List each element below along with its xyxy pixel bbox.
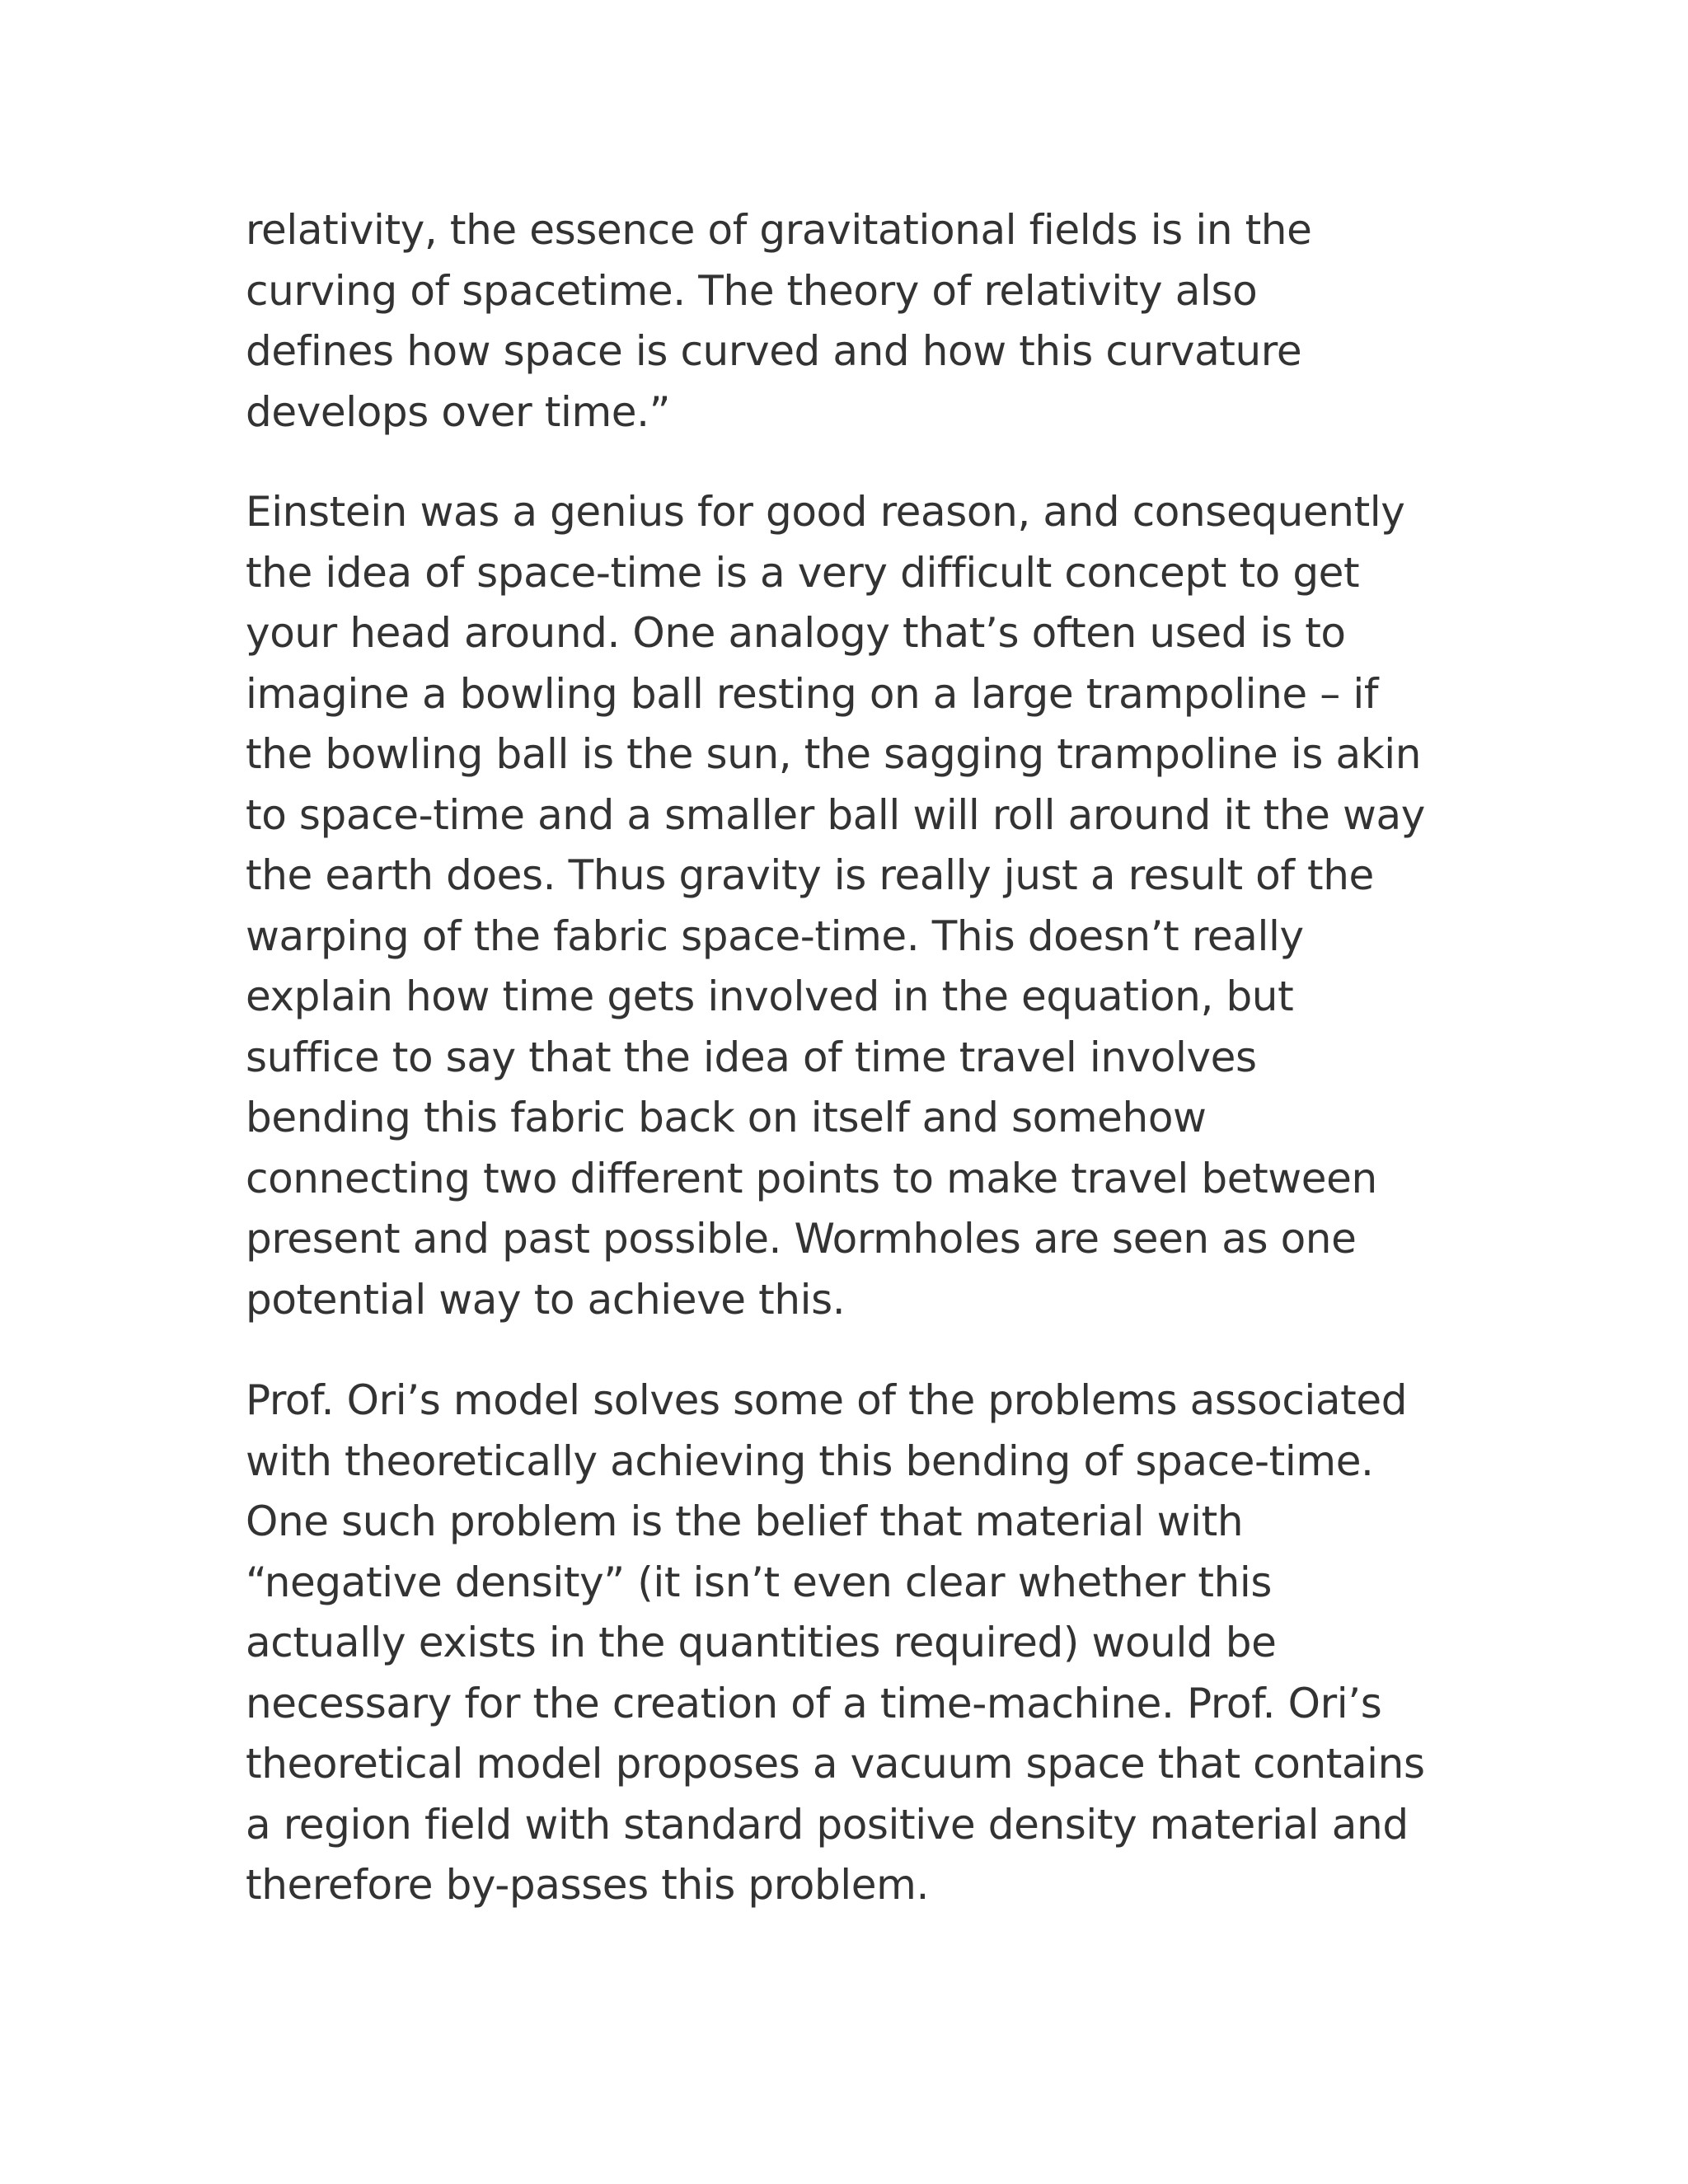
text-line: potential way to achieve this. [246,1275,846,1324]
text-line: a region field with standard positive density material and [246,1800,1409,1849]
paragraph-space-time-analogy [246,482,1441,1330]
text-line: imagine a bowling ball resting on a large trampoline – if [246,669,1379,718]
text-line: necessary for the creation of a time-machine. Prof. Ori’s [246,1679,1382,1727]
text-line: suffice to say that the idea of time travel involves [246,1033,1257,1081]
text-line: Einstein was a genius for good reason, and consequently [246,488,1405,536]
text-line: the bowling ball is the sun, the sagging trampoline is akin [246,730,1422,778]
text-line: theoretical model proposes a vacuum space that contains [246,1740,1425,1788]
text-line: develops over time.” [246,387,671,436]
text-line: warping of the fabric space-time. This doesn’t really [246,912,1304,960]
text-line: the idea of space-time is a very difficult concept to get [246,548,1360,597]
text-line: explain how time gets involved in the equation, but [246,972,1294,1020]
text-line: defines how space is curved and how this curvature [246,327,1302,375]
text-line: to space-time and a smaller ball will roll around it the way [246,790,1425,839]
text-line: present and past possible. Wormholes are seen as one [246,1215,1357,1263]
text-line: bending this fabric back on itself and somehow [246,1094,1207,1141]
text-line: with theoretically achieving this bending of space-time. [246,1436,1374,1485]
text-line: curving of spacetime. The theory of relativity also [246,266,1258,315]
text-line: the earth does. Thus gravity is really just a result of the [246,851,1374,899]
text-line: relativity, the essence of gravitational fields is in the [246,206,1312,254]
text-line: actually exists in the quantities required) would be [246,1619,1277,1666]
text-line: Prof. Ori’s model solves some of the problems associated [246,1376,1408,1424]
text-line: connecting two different points to make travel between [246,1154,1377,1202]
paragraph-prof-ori-model [246,1371,1441,1916]
text-line: your head around. One analogy that’s often used is to [246,609,1346,657]
text-line: One such problem is the belief that material with [246,1497,1244,1545]
text-line: “negative density” (it isn’t even clear whether this [246,1558,1272,1606]
text-line: therefore by-passes this problem. [246,1861,929,1909]
paragraph-relativity-quote [246,200,1441,443]
